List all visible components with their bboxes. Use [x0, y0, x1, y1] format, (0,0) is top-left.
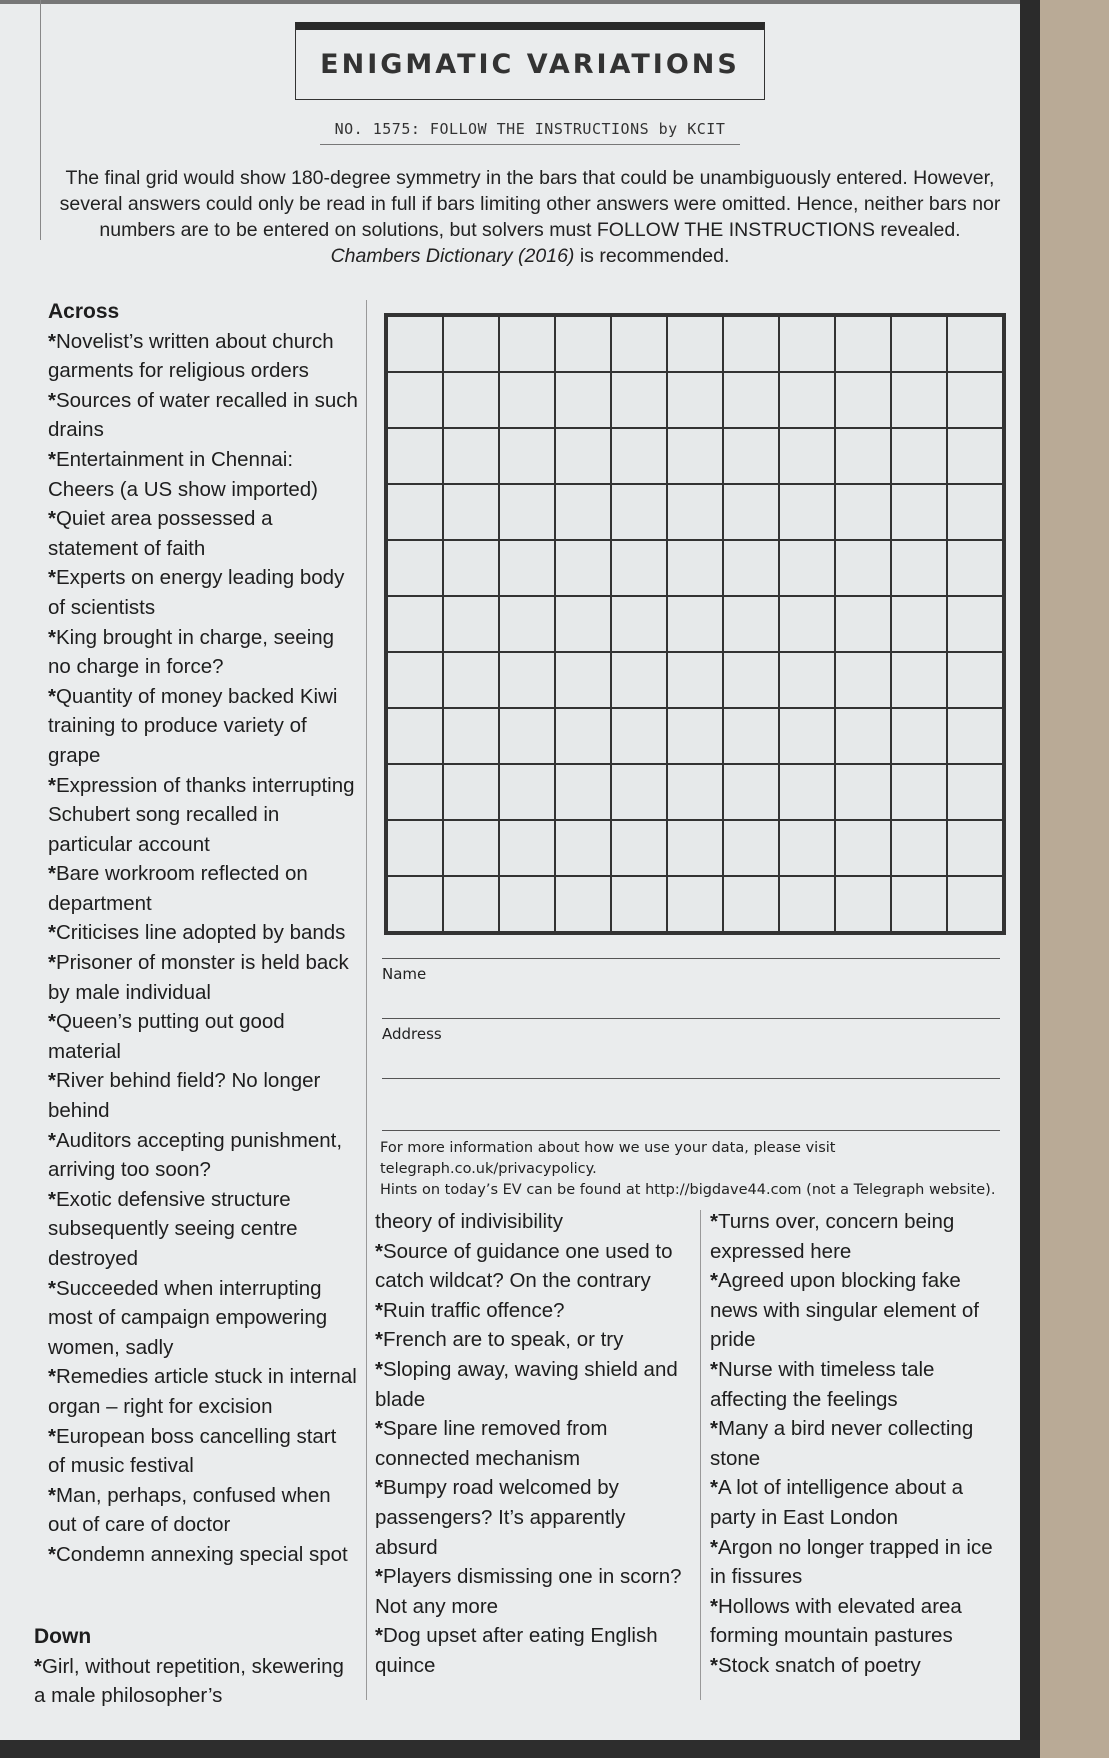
clue-text: River behind field? No longer behind — [48, 1069, 321, 1123]
clue-text: Novelist’s written about church garments for religious orders — [48, 329, 334, 383]
clue-text: Girl, without repetition, skewering a male philosopher’s — [34, 1654, 344, 1708]
clue — [710, 1592, 1010, 1651]
grid-cell[interactable] — [891, 708, 947, 764]
star-marker: * — [48, 1069, 56, 1093]
grid-cell[interactable] — [387, 708, 443, 764]
grid-cell[interactable] — [387, 428, 443, 484]
star-marker: * — [48, 507, 56, 531]
star-marker: * — [375, 1565, 383, 1589]
star-marker: * — [710, 1594, 718, 1618]
grid-cell[interactable] — [555, 484, 611, 540]
grid-cell[interactable] — [387, 876, 443, 932]
star-marker: * — [48, 566, 56, 590]
clue-text: French are to speak, or try — [382, 1328, 624, 1352]
grid-cell[interactable] — [387, 372, 443, 428]
grid-cell[interactable] — [443, 316, 499, 372]
across-clue-list — [48, 327, 358, 1570]
grid-cell[interactable] — [947, 820, 1003, 876]
preamble-text: The final grid would show 180-degree symmetry in the bars that could be unambiguously entered. However, several answers could only be read in full if bars limiting other answers were omitted. Hence, neither bars nor numbers are to be entered on solutions, but solvers must FOLLOW THE INSTRUCTIONS revealed. — [59, 167, 1001, 241]
grid-cell[interactable] — [723, 764, 779, 820]
address-label: Address — [382, 1025, 442, 1043]
preamble-end: is recommended. — [579, 245, 730, 267]
grid-cell[interactable] — [387, 764, 443, 820]
grid-cell[interactable] — [611, 652, 667, 708]
grid-cell[interactable] — [555, 764, 611, 820]
down-clues-start — [34, 1622, 354, 1711]
grid-cell[interactable] — [499, 764, 555, 820]
puzzle-title: ENIGMATIC VARIATIONS — [320, 49, 740, 80]
grid-cell[interactable] — [891, 596, 947, 652]
grid-cell[interactable] — [611, 596, 667, 652]
clue — [48, 386, 358, 445]
star-marker: * — [710, 1210, 718, 1233]
clue-text: Turns over, concern being expressed here — [710, 1210, 955, 1263]
grid-cell[interactable] — [779, 708, 835, 764]
grid-cell[interactable] — [947, 428, 1003, 484]
grid-cell[interactable] — [947, 708, 1003, 764]
clue-text: Argon no longer trapped in ice in fissures — [710, 1535, 993, 1589]
grid-cell[interactable] — [667, 316, 723, 372]
clue-text: Dog upset after eating English quince — [375, 1624, 658, 1677]
table-background — [1040, 0, 1109, 1758]
star-marker: * — [48, 951, 56, 975]
clue-text: Stock snatch of poetry — [717, 1653, 921, 1677]
star-marker: * — [48, 1010, 56, 1034]
clue — [48, 1274, 358, 1363]
grid-cell[interactable] — [779, 820, 835, 876]
star-marker: * — [375, 1476, 383, 1500]
clue — [710, 1533, 1010, 1592]
grid-cell[interactable] — [835, 372, 891, 428]
grid-cell[interactable] — [779, 876, 835, 932]
grid-cell[interactable] — [611, 372, 667, 428]
grid-cell[interactable] — [835, 596, 891, 652]
privacy-text: For more information about how we use your data, please visit telegraph.co.uk/privacypolicy. — [380, 1140, 836, 1177]
grid-cell[interactable] — [835, 428, 891, 484]
grid-cell[interactable] — [947, 372, 1003, 428]
grid-cell[interactable] — [387, 484, 443, 540]
clue-text: Hollows with elevated area forming mountain pastures — [710, 1594, 962, 1648]
grid-cell[interactable] — [835, 764, 891, 820]
clue — [48, 771, 358, 860]
grid-cell[interactable] — [387, 652, 443, 708]
grid-cell[interactable] — [947, 316, 1003, 372]
grid-cell[interactable] — [779, 316, 835, 372]
grid-cell[interactable] — [443, 652, 499, 708]
clue-text: Quantity of money backed Kiwi training to produce variety of grape — [48, 684, 338, 767]
clue-text: Ruin traffic offence? — [382, 1298, 565, 1322]
address-field[interactable] — [382, 1130, 1000, 1131]
grid-cell[interactable] — [667, 372, 723, 428]
clue — [48, 948, 358, 1007]
grid-cell[interactable] — [555, 652, 611, 708]
grid-cell[interactable] — [723, 708, 779, 764]
grid-cell[interactable] — [947, 764, 1003, 820]
clue — [710, 1473, 1010, 1532]
grid-cell[interactable] — [723, 428, 779, 484]
grid-cell[interactable] — [443, 540, 499, 596]
clue — [48, 1066, 358, 1125]
star-marker: * — [48, 1276, 56, 1300]
grid-cell[interactable] — [667, 596, 723, 652]
clue — [375, 1414, 685, 1473]
name-field[interactable] — [382, 1018, 1000, 1019]
name-label: Name — [382, 965, 427, 983]
grid-cell[interactable] — [443, 708, 499, 764]
clue — [48, 1007, 358, 1066]
across-heading: Across — [48, 300, 120, 323]
grid-cell[interactable] — [555, 596, 611, 652]
column-divider — [366, 300, 367, 1700]
grid-cell[interactable] — [891, 652, 947, 708]
star-marker: * — [375, 1624, 383, 1648]
star-marker: * — [710, 1535, 718, 1559]
clue-continuation: theory of indivisibility — [375, 1210, 563, 1233]
clue-text: Prisoner of monster is held back by male individual — [48, 951, 349, 1004]
grid-cell[interactable] — [667, 428, 723, 484]
clue-text: Source of guidance one used to catch wildcat? On the contrary — [375, 1239, 673, 1293]
clue — [710, 1207, 1010, 1266]
clue — [375, 1325, 685, 1355]
grid-cell[interactable] — [891, 540, 947, 596]
hints-text: Hints on today’s EV can be found at http://bigdave44.com (not a Telegraph website). — [380, 1182, 996, 1198]
clue — [34, 1652, 354, 1711]
clue-text: Nurse with timeless tale affecting the feelings — [710, 1357, 935, 1411]
clue-text: Exotic defensive structure subsequently seeing centre destroyed — [48, 1187, 298, 1270]
grid-cell[interactable] — [667, 764, 723, 820]
clue-text: Agreed upon blocking fake news with singular element of pride — [710, 1269, 979, 1352]
clue-text: European boss cancelling start of music festival — [48, 1424, 337, 1478]
clue-text: Sources of water recalled in such drains — [48, 388, 358, 442]
clue-text: Condemn annexing special spot — [55, 1542, 348, 1566]
star-marker: * — [48, 1424, 56, 1448]
grid-cell[interactable] — [611, 876, 667, 932]
grid-cell[interactable] — [835, 484, 891, 540]
grid-cell[interactable] — [555, 428, 611, 484]
grid-cell[interactable] — [555, 372, 611, 428]
puzzle-title-box — [295, 22, 765, 100]
down-heading: Down — [34, 1625, 92, 1648]
down-clue-list — [375, 1237, 685, 1681]
star-marker: * — [34, 1654, 42, 1678]
grid-cell[interactable] — [443, 764, 499, 820]
star-marker: * — [710, 1417, 718, 1441]
clue — [710, 1651, 1010, 1681]
clue — [48, 1481, 358, 1540]
grid-cell[interactable] — [611, 428, 667, 484]
grid-cell[interactable] — [723, 316, 779, 372]
star-marker: * — [48, 388, 56, 412]
clue-text: King brought in charge, seeing no charge in force? — [48, 625, 335, 679]
clue-text: Bumpy road welcomed by passengers? It’s apparently absurd — [375, 1476, 626, 1559]
clue — [48, 327, 358, 386]
clue-text: Experts on energy leading body of scientists — [48, 566, 345, 619]
grid-cell[interactable] — [891, 876, 947, 932]
grid-cell[interactable] — [555, 876, 611, 932]
clue — [48, 859, 358, 918]
clue-text: A lot of intelligence about a party in East London — [710, 1476, 964, 1529]
clue-text: Quiet area possessed a statement of faith — [48, 507, 273, 560]
grid-cell[interactable] — [443, 428, 499, 484]
grid-cell[interactable] — [667, 540, 723, 596]
grid-cell[interactable] — [947, 596, 1003, 652]
grid-cell[interactable] — [891, 316, 947, 372]
grid-cell[interactable] — [891, 372, 947, 428]
grid-cell[interactable] — [611, 708, 667, 764]
star-marker: * — [48, 447, 56, 471]
star-marker: * — [48, 921, 56, 945]
grid-cell[interactable] — [555, 316, 611, 372]
instructions-preamble — [55, 165, 1005, 269]
grid-cell[interactable] — [723, 596, 779, 652]
grid-cell[interactable] — [611, 316, 667, 372]
grid-cell[interactable] — [835, 316, 891, 372]
grid-cell[interactable] — [443, 596, 499, 652]
clue — [48, 623, 358, 682]
clue — [375, 1473, 685, 1562]
grid-cell[interactable] — [443, 484, 499, 540]
star-marker: * — [375, 1239, 383, 1263]
grid-cell[interactable] — [499, 484, 555, 540]
star-marker: * — [710, 1653, 718, 1677]
grid-cell[interactable] — [443, 820, 499, 876]
grid-cell[interactable] — [555, 820, 611, 876]
grid-cell[interactable] — [947, 652, 1003, 708]
data-notice — [380, 1138, 1010, 1201]
grid-cell[interactable] — [387, 316, 443, 372]
grid-cell[interactable] — [947, 876, 1003, 932]
grid-cell[interactable] — [555, 708, 611, 764]
clue-text: Auditors accepting punishment, arriving too soon? — [48, 1128, 343, 1182]
page-edge-shadow — [1020, 0, 1040, 1758]
grid-cell[interactable] — [723, 820, 779, 876]
grid-cell[interactable] — [611, 764, 667, 820]
star-marker: * — [710, 1476, 718, 1500]
grid-cell[interactable] — [891, 820, 947, 876]
clue — [48, 682, 358, 771]
clue-text: Man, perhaps, confused when out of care of doctor — [48, 1483, 331, 1537]
down-clues-col2 — [375, 1207, 685, 1681]
clue-text: Remedies article stuck in internal organ – right for excision — [48, 1365, 357, 1418]
star-marker: * — [48, 684, 56, 708]
star-marker: * — [48, 862, 56, 886]
grid-cell[interactable] — [499, 652, 555, 708]
preamble-reference: Chambers Dictionary (2016) — [330, 245, 575, 267]
clue — [375, 1355, 685, 1414]
grid-cell[interactable] — [611, 820, 667, 876]
grid-cell[interactable] — [667, 484, 723, 540]
down-clue-list — [710, 1207, 1010, 1681]
grid-cell[interactable] — [835, 540, 891, 596]
grid-cell[interactable] — [947, 484, 1003, 540]
clue-text: Spare line removed from connected mechanism — [375, 1417, 608, 1470]
clue — [48, 1185, 358, 1274]
crossword-grid[interactable] — [384, 313, 1006, 935]
grid-cell[interactable] — [611, 540, 667, 596]
clue — [375, 1296, 685, 1326]
grid-cell[interactable] — [499, 428, 555, 484]
puzzle-subtitle: NO. 1575: FOLLOW THE INSTRUCTIONS by KCIT — [320, 120, 740, 145]
clue — [48, 1126, 358, 1185]
clue — [48, 918, 358, 948]
clue-text: Many a bird never collecting stone — [710, 1417, 974, 1470]
clue — [48, 563, 358, 622]
star-marker: * — [710, 1357, 718, 1381]
clue — [375, 1562, 685, 1621]
clue-text: Queen’s putting out good material — [48, 1010, 285, 1063]
clue — [710, 1266, 1010, 1355]
clue — [375, 1237, 685, 1296]
star-marker: * — [48, 1542, 56, 1566]
grid-cell[interactable] — [779, 540, 835, 596]
clue-text: Sloping away, waving shield and blade — [375, 1357, 678, 1411]
grid-cell[interactable] — [499, 820, 555, 876]
grid-cell[interactable] — [443, 876, 499, 932]
star-marker: * — [710, 1269, 718, 1293]
star-marker: * — [48, 1483, 56, 1507]
grid-cell[interactable] — [387, 820, 443, 876]
grid-cell[interactable] — [667, 820, 723, 876]
grid-cell[interactable] — [779, 484, 835, 540]
clue — [48, 1422, 358, 1481]
grid-cell[interactable] — [387, 540, 443, 596]
clue — [48, 504, 358, 563]
grid-cell[interactable] — [835, 820, 891, 876]
star-marker: * — [375, 1357, 383, 1381]
grid-cell[interactable] — [779, 764, 835, 820]
clue — [48, 445, 358, 504]
star-marker: * — [48, 329, 56, 353]
clue — [710, 1414, 1010, 1473]
clue-text: Succeeded when interrupting most of campaign empowering women, sadly — [48, 1276, 328, 1359]
grid-cell[interactable] — [723, 484, 779, 540]
grid-cell[interactable] — [891, 484, 947, 540]
form-rule — [382, 958, 1000, 959]
page-bottom-shadow — [0, 1740, 1040, 1758]
grid-cell[interactable] — [835, 652, 891, 708]
star-marker: * — [48, 1187, 56, 1211]
clue-text: Expression of thanks interrupting Schubert song recalled in particular account — [48, 773, 355, 856]
clue-text: Criticises line adopted by bands — [55, 921, 346, 945]
grid-cell[interactable] — [555, 540, 611, 596]
grid-cell[interactable] — [723, 876, 779, 932]
grid-cell[interactable] — [835, 708, 891, 764]
clue-text: Bare workroom reflected on department — [48, 862, 308, 915]
grid-cell[interactable] — [667, 708, 723, 764]
clue — [710, 1355, 1010, 1414]
grid-cell[interactable] — [947, 540, 1003, 596]
grid-cell[interactable] — [387, 596, 443, 652]
grid-cell[interactable] — [779, 596, 835, 652]
grid-cell[interactable] — [723, 540, 779, 596]
grid-cell[interactable] — [723, 372, 779, 428]
column-divider — [700, 1210, 701, 1700]
star-marker: * — [48, 773, 56, 797]
address-field[interactable] — [382, 1078, 1000, 1079]
grid-cell[interactable] — [779, 652, 835, 708]
grid-cell[interactable] — [499, 372, 555, 428]
grid-cell[interactable] — [499, 876, 555, 932]
grid-cell[interactable] — [891, 428, 947, 484]
grid-cell[interactable] — [779, 428, 835, 484]
star-marker: * — [375, 1328, 383, 1352]
star-marker: * — [375, 1417, 383, 1441]
clue-text: Players dismissing one in scorn? Not any more — [375, 1565, 682, 1618]
star-marker: * — [48, 1365, 56, 1389]
down-clues-col3 — [710, 1207, 1010, 1681]
star-marker: * — [48, 1128, 56, 1152]
grid-cell[interactable] — [611, 484, 667, 540]
grid-cell[interactable] — [891, 764, 947, 820]
star-marker: * — [375, 1298, 383, 1322]
grid-cell[interactable] — [835, 876, 891, 932]
clue — [48, 1540, 358, 1570]
grid-cell[interactable] — [499, 316, 555, 372]
across-clues — [48, 297, 358, 1570]
grid-cell[interactable] — [499, 540, 555, 596]
top-border — [0, 0, 1020, 4]
clue-text: Entertainment in Chennai: Cheers (a US show imported) — [48, 447, 319, 501]
grid-cell[interactable] — [723, 652, 779, 708]
star-marker: * — [48, 625, 56, 649]
clue — [375, 1621, 685, 1680]
grid-cell[interactable] — [443, 372, 499, 428]
clue — [48, 1362, 358, 1421]
grid-cell[interactable] — [667, 876, 723, 932]
grid-cell[interactable] — [667, 652, 723, 708]
grid-cell[interactable] — [499, 596, 555, 652]
margin-rule — [40, 0, 41, 240]
grid-cell[interactable] — [499, 708, 555, 764]
grid-cell[interactable] — [779, 372, 835, 428]
